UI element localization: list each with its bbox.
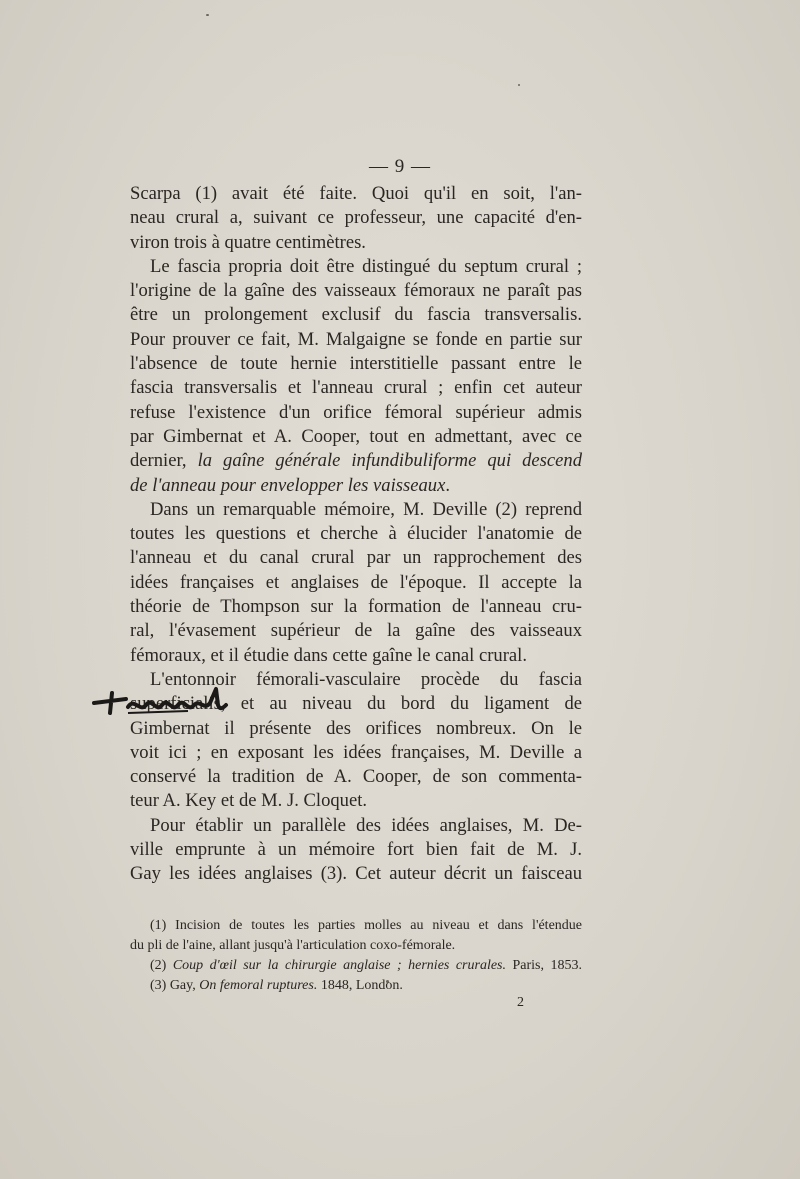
footnote-marker: (3) Gay,: [150, 978, 200, 993]
handwritten-annotation: [92, 683, 232, 719]
text-line: L'entonnoir fémorali-vasculaire procède du fascia: [150, 668, 582, 690]
footnote-1-continued: du pli de l'aine, allant jusqu'à l'articulation coxo-fémorale.: [130, 938, 456, 953]
text-line: Le fascia propria doit être distingué du septum crural ;: [150, 255, 582, 277]
text-line: Gimbernat il présente des orifices nombreux. On le: [130, 717, 582, 739]
text-line-italic: [130, 474, 582, 498]
text-line: fémoraux, et il étudie dans cette gaîne le canal crural.: [130, 644, 527, 666]
footnote-3: [130, 976, 582, 996]
text-line: l'origine de la gaîne des vaisseaux fémoraux ne paraît pas: [130, 280, 582, 302]
text-line: conservé la tradition de A. Cooper, de son commenta-: [130, 766, 582, 788]
footnote-suffix: Paris, 1853.: [506, 958, 582, 973]
text-line: viron trois à quatre centimètres.: [130, 231, 366, 253]
footnote-title: Coup d'œil sur la chirurgie anglaise ; hernies crurales.: [172, 958, 507, 973]
text-line-italic: [130, 449, 582, 473]
footnote-suffix: 1848, London.: [317, 978, 403, 993]
text-fragment: dernier,: [130, 450, 198, 472]
signature-mark: 2: [517, 995, 524, 1010]
footnote-marker: (2): [150, 958, 173, 973]
paper-speck: [206, 14, 209, 16]
text-line: superficialis, et au niveau du bord du ligament de: [130, 693, 582, 715]
footnotes: [130, 916, 582, 996]
text-fragment: .: [445, 474, 450, 496]
text-line: voit ici ; en exposant les idées françaises, M. Deville a: [130, 741, 582, 763]
text-line: toutes les questions et cherche à élucider l'anatomie de: [130, 523, 582, 545]
footnote-2: [130, 956, 582, 976]
paper-speck: [518, 84, 520, 86]
footnote-title: On femoral ruptures.: [199, 978, 318, 993]
text-line: ral, l'évasement supérieur de la gaîne des vaisseaux: [130, 620, 582, 642]
page-number: — 9 —: [369, 156, 431, 177]
text-line: idées françaises et anglaises de l'époque. Il accepte la: [130, 571, 582, 593]
text-line: l'absence de toute hernie interstitielle passant entre le: [130, 353, 582, 375]
text-line: ville emprunte à un mémoire fort bien fait de M. J.: [130, 839, 582, 861]
text-line: fascia transversalis et l'anneau crural ; enfin cet auteur: [130, 377, 582, 399]
text-line: Scarpa (1) avait été faite. Quoi qu'il en soit, l'an-: [130, 183, 582, 204]
text-line: théorie de Thompson sur la formation de l'anneau cru-: [130, 596, 582, 618]
text-line: teur A. Key et de M. J. Cloquet.: [130, 790, 368, 812]
text-line: neau crural a, suivant ce professeur, une capacité d'en-: [130, 207, 582, 229]
italic-fragment: de l'anneau pour envelopper les vaisseaux: [130, 474, 446, 496]
footnote-1: (1) Incision de toutes les parties molles au niveau et dans l'étendue: [150, 918, 582, 933]
text-line: par Gimbernat et A. Cooper, tout en admettant, avec ce: [130, 425, 582, 447]
text-line: Gay les idées anglaises (3). Cet auteur décrit un faisceau: [130, 863, 582, 885]
text-line: l'anneau et du canal crural par un rapprochement des: [130, 547, 582, 569]
text-line: Dans un remarquable mémoire, M. Deville (2) reprend: [150, 498, 582, 520]
main-text: [130, 182, 582, 887]
text-line: Pour prouver ce fait, M. Malgaigne se fonde en partie sur: [130, 328, 582, 350]
text-line: Pour établir un parallèle des idées anglaises, M. De-: [150, 814, 582, 836]
text-line: refuse l'existence d'un orifice fémoral supérieur admis: [130, 401, 582, 423]
text-line: être un prolongement exclusif du fascia transversalis.: [130, 304, 582, 326]
italic-fragment: la gaîne générale infundibuliforme qui descend: [197, 450, 583, 472]
